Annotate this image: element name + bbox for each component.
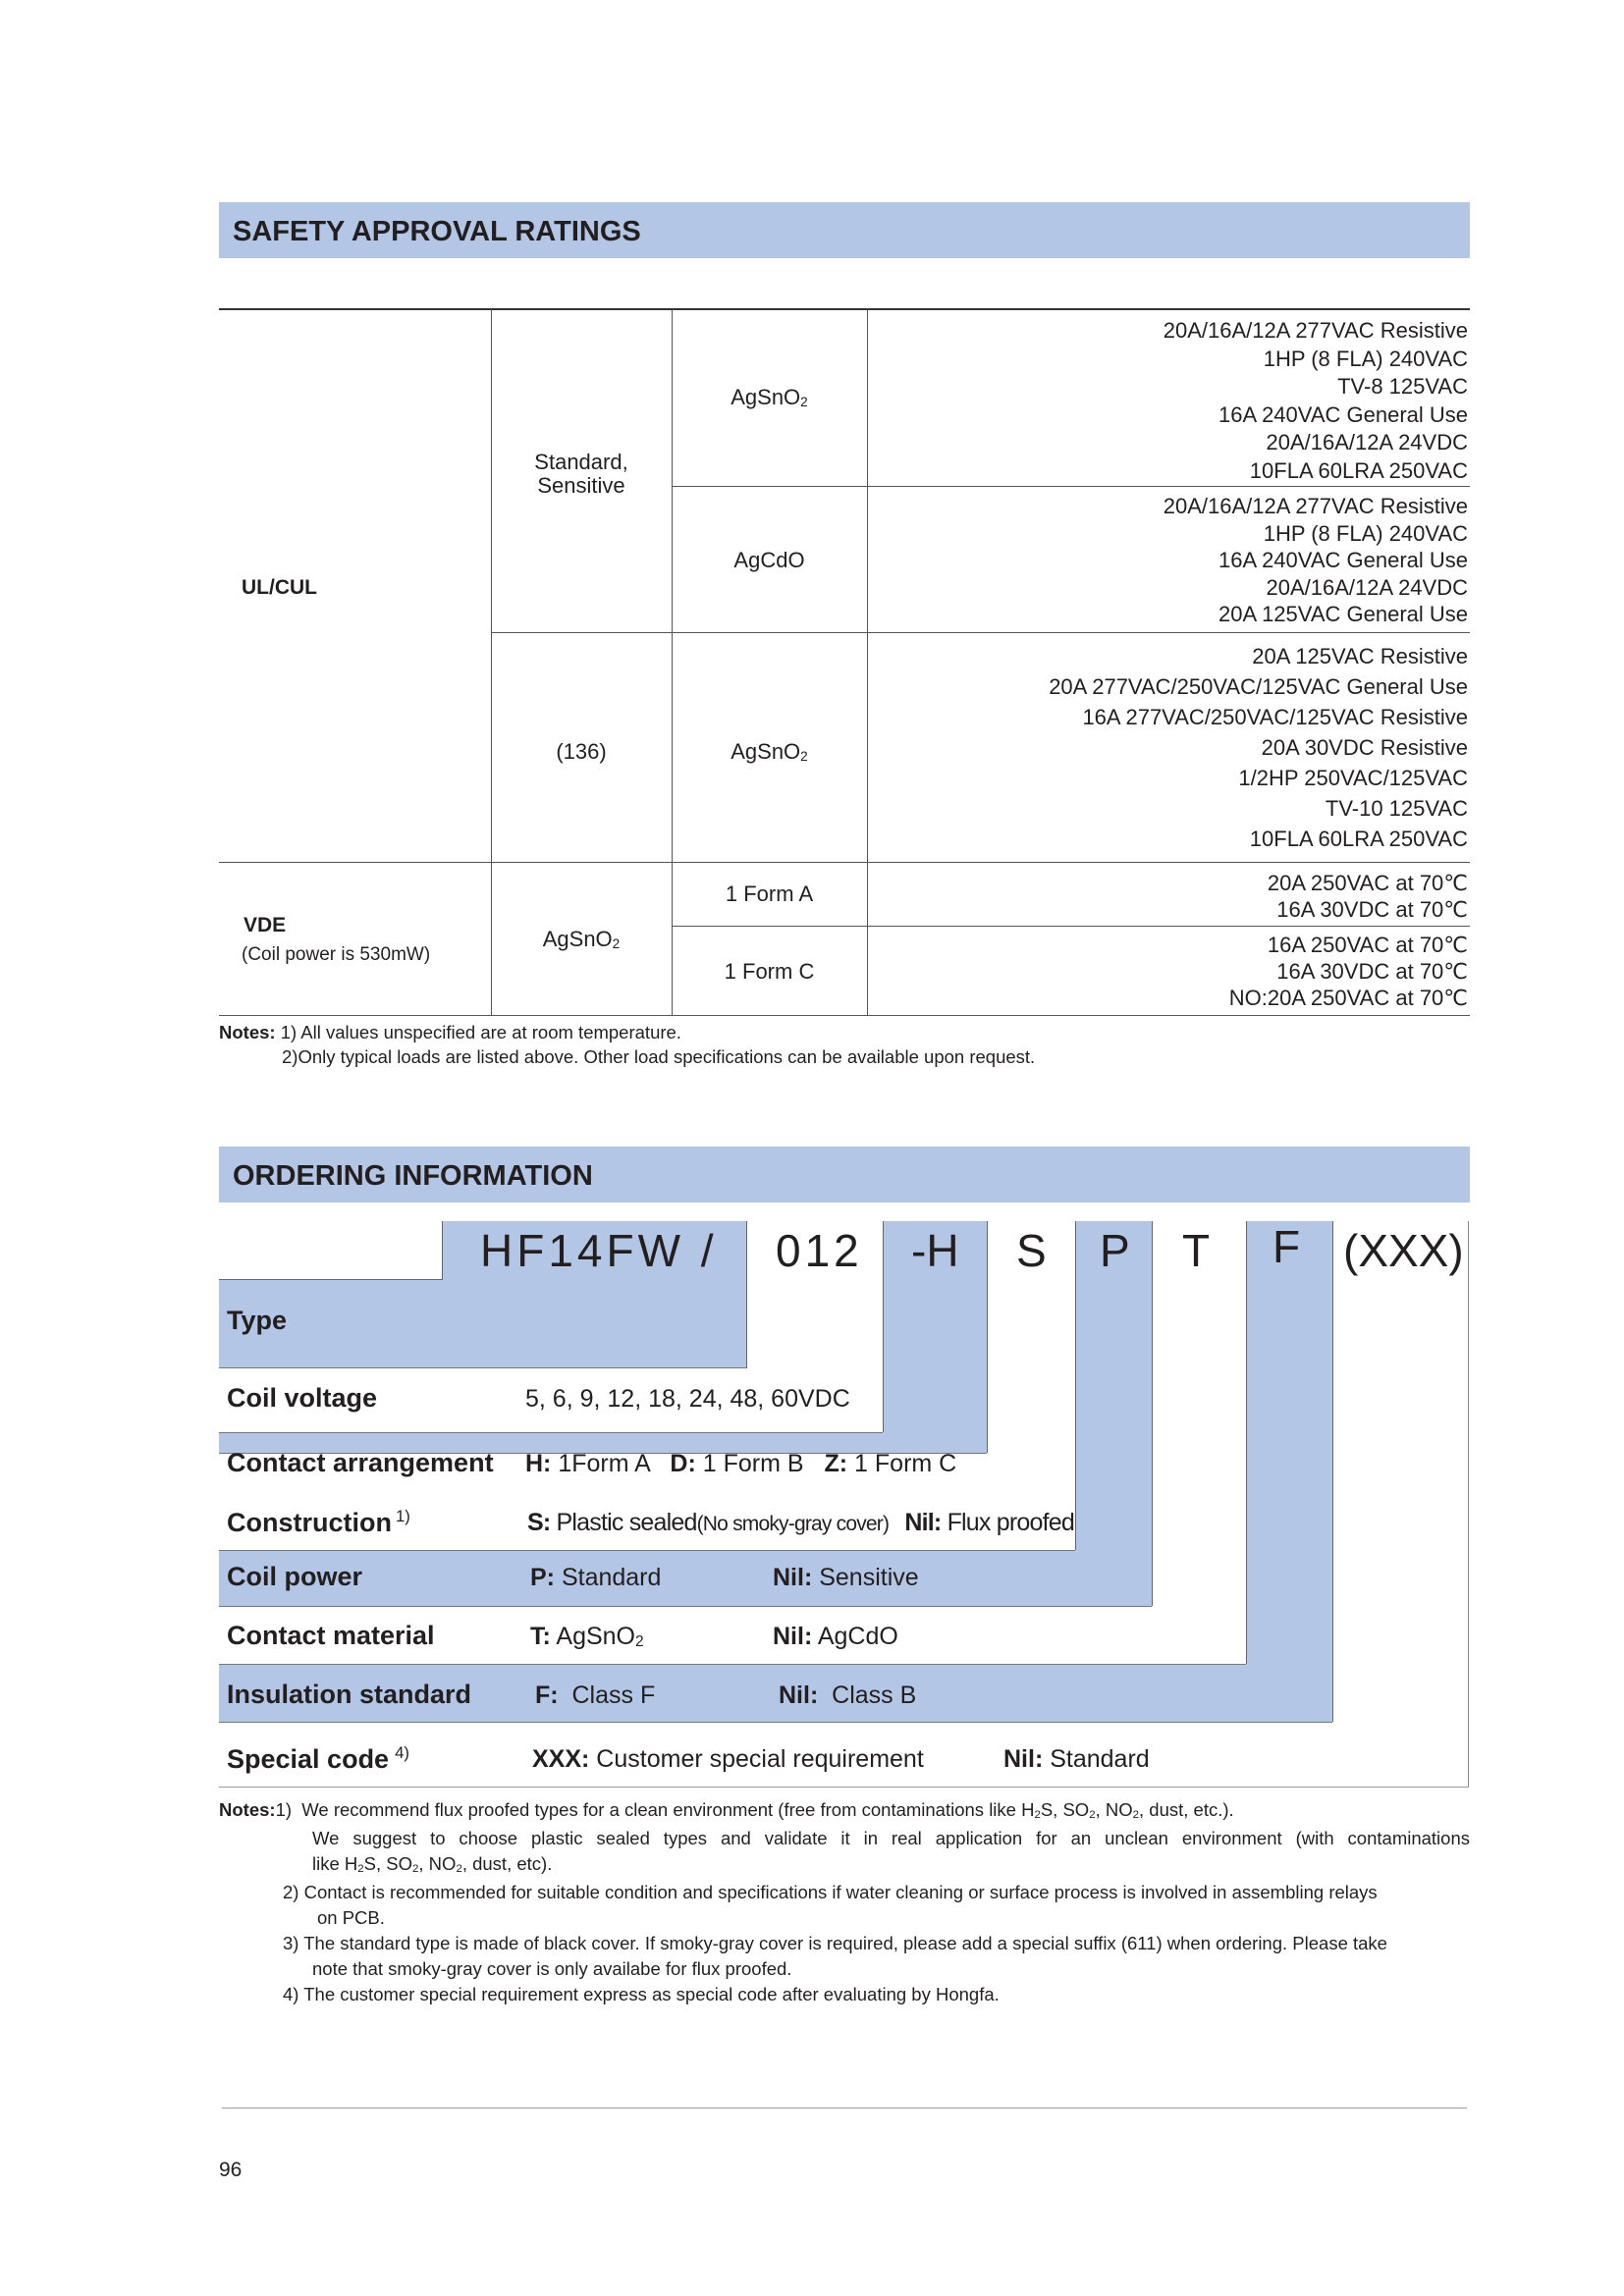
contact-arrangement-label: Contact arrangement [227, 1448, 494, 1477]
code-contact-material: T [1182, 1225, 1211, 1276]
contact-material-agsno2: T: AgSnO$_2$ [530, 1623, 644, 1651]
safety-section-header [219, 202, 1470, 258]
footer-rule [222, 2108, 1467, 2109]
ordering-section-header [219, 1147, 1470, 1202]
safety-notes: Notes: 1) All values unspecified are at room temperature. 2)Only typical loads are listed above. Other load specifications can be available upon request. [219, 1022, 1036, 1067]
code-coil-power: P [1100, 1225, 1130, 1276]
coil-power-sensitive: Nil: Sensitive [773, 1564, 919, 1591]
code-construction: S [1016, 1225, 1047, 1276]
code-insulation: F [1272, 1221, 1301, 1272]
code-series: HF14FW / [480, 1225, 718, 1276]
construction-options: S: Plastic sealed(No smoky-gray cover) Nil: Flux proofed [527, 1509, 1074, 1536]
special-code-customer: XXX: Customer special requirement [532, 1745, 924, 1773]
vde-form-a: 1 Form A [725, 881, 814, 906]
special-code-label: Special code $^{4)}$ [227, 1743, 409, 1774]
vde-form-c-ratings: 16A 250VAC at 70℃ 16A 30VDC at 70℃ NO:20A 250VAC at 70℃ [1228, 933, 1468, 1010]
coil-voltage-label: Coil voltage [227, 1383, 378, 1413]
insulation-class-f: F: Class F [535, 1682, 656, 1709]
type-label: Type [227, 1306, 288, 1335]
material-agsno2-a: AgSnO$_2$ [731, 385, 808, 410]
ordering-notes: Notes:1) We recommend flux proofed types for a clean environment (free from contaminations like $H_2S$, $SO_2$, $NO_2$, dust, etc.). We suggest to choose plastic sealed types and validate it in real application for an unclean environment (with contaminations like $H_2S$, $SO_2$, $NO_2$, dust, etc). 2) Contact is recommended for suitable condition and specifications if water cleaning or surface process is involved in assembling relays on PCB. 3) The standard type is made of black cover. If smoky-gray cover is required, please add a special suffix (611) when ordering. Please take note that smoky-gray cover is only availabe for flux proofed. 4) The customer special requirement express as special code after evaluating by Hongfa. [219, 1799, 1470, 2004]
contact-material-label: Contact material [227, 1621, 435, 1650]
page-number: 96 [219, 2159, 243, 2181]
vde-form-a-ratings: 20A 250VAC at 70℃ 16A 30VDC at 70℃ [1267, 871, 1468, 922]
type-136-label: (136) [556, 739, 607, 764]
code-contact-arrangement: -H [911, 1225, 959, 1276]
ordering-title: ORDERING INFORMATION [233, 1160, 593, 1192]
ul-agcdo-ratings: 20A/16A/12A 277VAC Resistive 1HP (8 FLA) 240VAC 16A 240VAC General Use 20A/16A/12A 24VDC 20A 125VAC General Use [1163, 494, 1468, 626]
vde-label: VDE [244, 914, 287, 936]
material-agcdo: AgCdO [733, 548, 805, 572]
insulation-standard-label: Insulation standard [227, 1680, 472, 1709]
standard-sensitive-label: Standard, Sensitive [534, 450, 628, 498]
safety-title: SAFETY APPROVAL RATINGS [233, 216, 641, 247]
special-code-standard: Nil: Standard [1003, 1745, 1150, 1773]
contact-arrangement-options: H: 1Form A D: 1 Form B Z: 1 Form C [525, 1450, 957, 1477]
insulation-class-b: Nil: Class B [779, 1682, 917, 1709]
coil-power-label: Coil power [227, 1562, 363, 1591]
ul-agsno2-ratings: 20A/16A/12A 277VAC Resistive 1HP (8 FLA) 240VAC TV-8 125VAC 16A 240VAC General Use 20A/16A/12A 24VDC 10FLA 60LRA 250VAC [1163, 318, 1468, 483]
ul-136-ratings: 20A 125VAC Resistive 20A 277VAC/250VAC/125VAC General Use 16A 277VAC/250VAC/125VAC Resistive 20A 30VDC Resistive 1/2HP 250VAC/125VAC TV-10 125VAC 10FLA 60LRA 250VAC [1049, 644, 1468, 851]
coil-voltage-value: 5, 6, 9, 12, 18, 24, 48, 60VDC [525, 1385, 850, 1413]
vde-form-c: 1 Form C [724, 959, 815, 984]
construction-label: Construction $^{1)}$ [227, 1507, 410, 1537]
vde-material: AgSnO$_2$ [542, 927, 621, 952]
vde-coil-power-note: (Coil power is 530mW) [242, 944, 431, 965]
code-voltage: 012 [776, 1225, 863, 1276]
material-agsno2-b: AgSnO$_2$ [731, 739, 808, 765]
code-special: (XXX) [1343, 1225, 1464, 1276]
ul-cul-label: UL/CUL [242, 576, 317, 599]
coil-power-standard: P: Standard [530, 1564, 662, 1591]
contact-material-agcdo: Nil: AgCdO [773, 1623, 898, 1650]
